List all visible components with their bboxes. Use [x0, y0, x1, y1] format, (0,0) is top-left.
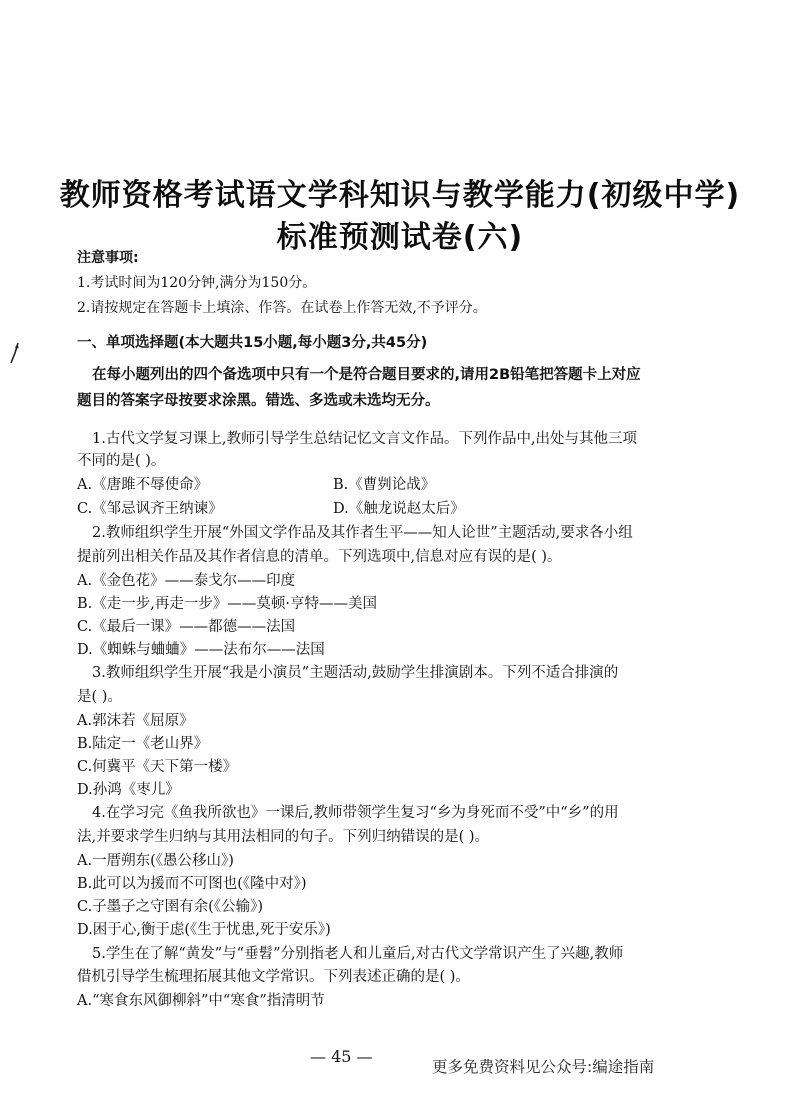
- footer-promo-note: 更多免费资料见公众号:编途指南: [432, 1058, 655, 1076]
- q2-option-a: A.《金色花》——泰戈尔——印度: [77, 573, 296, 589]
- exam-title-line1: 教师资格考试语文学科知识与教学能力(初级中学): [59, 178, 741, 213]
- exam-title-line2: 标准预测试卷(六): [276, 220, 524, 255]
- section-instruction-line2: 题目的答案字母按要求涂黑。错选、多选或未选均无分。: [77, 393, 440, 409]
- q1-option-b: B.《曹刿论战》: [333, 477, 436, 493]
- q4-option-a: A.一厝朔东(《愚公移山》): [77, 853, 234, 869]
- q1-stem-line1: 1.古代文学复习课上,教师引导学生总结记忆文言文作品。下列作品中,出处与其他三项: [92, 431, 638, 447]
- q4-option-b: B.此可以为援而不可图也(《隆中对》): [77, 876, 307, 892]
- q2-option-b: B.《走一步,再走一步》——莫顿·亨特——美国: [77, 596, 377, 612]
- q2-option-d: D.《蜘蛛与蛐蛐》——法布尔——法国: [77, 642, 325, 658]
- section-instruction-line1: 在每小题列出的四个备选项中只有一个是符合题目要求的,请用2B铅笔把答题卡上对应: [92, 367, 641, 383]
- q5-stem-line2: 借机引导学生梳理拓展其他文学常识。下列表述正确的是( )。: [77, 969, 470, 985]
- scan-speck-icon: [8, 341, 22, 365]
- q4-option-c: C.子墨子之守圉有余(《公输》): [77, 899, 263, 915]
- notice-item-1: 1.考试时间为120分钟,满分为150分。: [77, 275, 317, 291]
- q2-stem-line1: 2.教师组织学生开展“外国文学作品及其作者生平——知人论世”主题活动,要求各小组: [92, 525, 633, 541]
- q1-option-d: D.《触龙说赵太后》: [333, 501, 465, 517]
- q4-option-d: D.困于心,衡于虑(《生于忧患,死于安乐》): [77, 922, 331, 938]
- section-heading: 一、单项选择题(本大题共15小题,每小题3分,共45分): [77, 335, 428, 351]
- notice-item-2: 2.请按规定在答题卡上填涂、作答。在试卷上作答无效,不予评分。: [77, 300, 487, 316]
- q4-stem-line2: 法,并要求学生归纳与其用法相同的句子。下列归纳错误的是( )。: [77, 829, 490, 845]
- q1-option-c: C.《邹忌讽齐王纳谏》: [77, 501, 223, 517]
- q5-option-a: A.“寒食东风御柳斜”中“寒食”指清明节: [77, 993, 325, 1009]
- q3-option-a: A.郭沫若《屈原》: [77, 713, 194, 729]
- q3-stem-line2: 是( )。: [77, 689, 122, 705]
- q3-option-d: D.孙鸿《枣儿》: [77, 782, 180, 798]
- notice-heading: 注意事项:: [77, 250, 139, 266]
- q3-stem-line1: 3.教师组织学生开展“我是小演员”主题活动,鼓励学生排演剧本。下列不适合排演的: [92, 665, 619, 681]
- q5-stem-line1: 5.学生在了解“黄发”与“垂髫”分别指老人和儿童后,对古代文学常识产生了兴趣,教师: [92, 946, 624, 962]
- q3-option-b: B.陆定一《老山界》: [77, 736, 209, 752]
- q2-stem-line2: 提前列出相关作品及其作者信息的清单。下列选项中,信息对应有误的是( )。: [77, 549, 562, 565]
- page-number: — 45 —: [310, 1047, 373, 1066]
- q1-option-a: A.《唐雎不辱使命》: [77, 477, 209, 493]
- q1-stem-line2: 不同的是( )。: [77, 453, 166, 469]
- q3-option-c: C.何冀平《天下第一楼》: [77, 759, 238, 775]
- q2-option-c: C.《最后一课》——都德——法国: [77, 619, 296, 635]
- q4-stem-line1: 4.在学习完《鱼我所欲也》一课后,教师带领学生复习“乡为身死而不受”中“乡”的用: [92, 805, 619, 821]
